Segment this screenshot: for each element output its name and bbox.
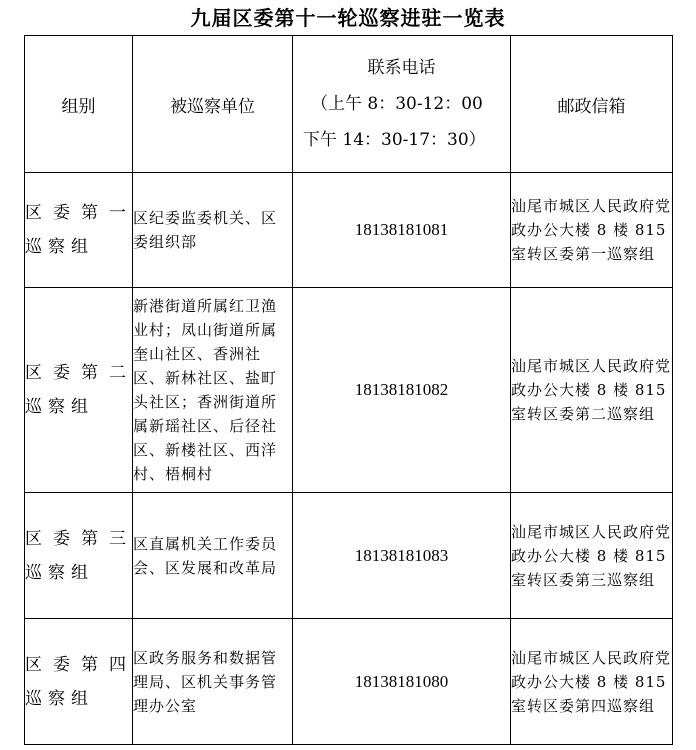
group-name: 区委第三巡察组: [25, 493, 133, 619]
group-name: 区委第二巡察组: [25, 288, 133, 493]
contact-phone: 18138181083: [293, 493, 511, 619]
page-title: 九届区委第十一轮巡察进驻一览表: [190, 6, 506, 30]
inspection-table: [24, 35, 673, 745]
table-header-row: [25, 36, 673, 173]
contact-phone: 18138181080: [293, 619, 511, 745]
table-row: [25, 619, 673, 745]
inspected-unit: 区直属机关工作委员会、区发展和改革局: [133, 493, 293, 619]
header-group: 组别: [25, 36, 133, 173]
inspected-unit: 区政务服务和数据管理局、区机关事务管理办公室: [133, 619, 293, 745]
header-phone-am: （上午 8：30-12：00: [311, 94, 483, 114]
header-mailbox: 邮政信箱: [511, 36, 673, 173]
header-phone: [293, 36, 511, 173]
postal-mailbox: 汕尾市城区人民政府党政办公大楼 8 楼 815 室转区委第一巡察组: [511, 173, 673, 288]
contact-phone: 18138181081: [293, 173, 511, 288]
header-unit: 被巡察单位: [133, 36, 293, 173]
inspected-unit: 区纪委监委机关、区委组织部: [133, 173, 293, 288]
header-phone-pm: 下午 14：30-17：30）: [303, 130, 486, 150]
postal-mailbox: 汕尾市城区人民政府党政办公大楼 8 楼 815 室转区委第二巡察组: [511, 288, 673, 493]
contact-phone: 18138181082: [293, 288, 511, 493]
table-row: [25, 173, 673, 288]
table-row: [25, 493, 673, 619]
inspected-unit: 新港街道所属红卫渔业村；凤山街道所属奎山社区、香洲社区、新林社区、盐町头社区；香洲街道所属新瑶社区、后径社区、新楼社区、西洋村、梧桐村: [133, 288, 293, 493]
header-phone-title: 联系电话: [367, 58, 436, 78]
postal-mailbox: 汕尾市城区人民政府党政办公大楼 8 楼 815 室转区委第三巡察组: [511, 493, 673, 619]
table-row: [25, 288, 673, 493]
group-name: 区委第四巡察组: [25, 619, 133, 745]
group-name: 区委第一巡察组: [25, 173, 133, 288]
postal-mailbox: 汕尾市城区人民政府党政办公大楼 8 楼 815 室转区委第四巡察组: [511, 619, 673, 745]
